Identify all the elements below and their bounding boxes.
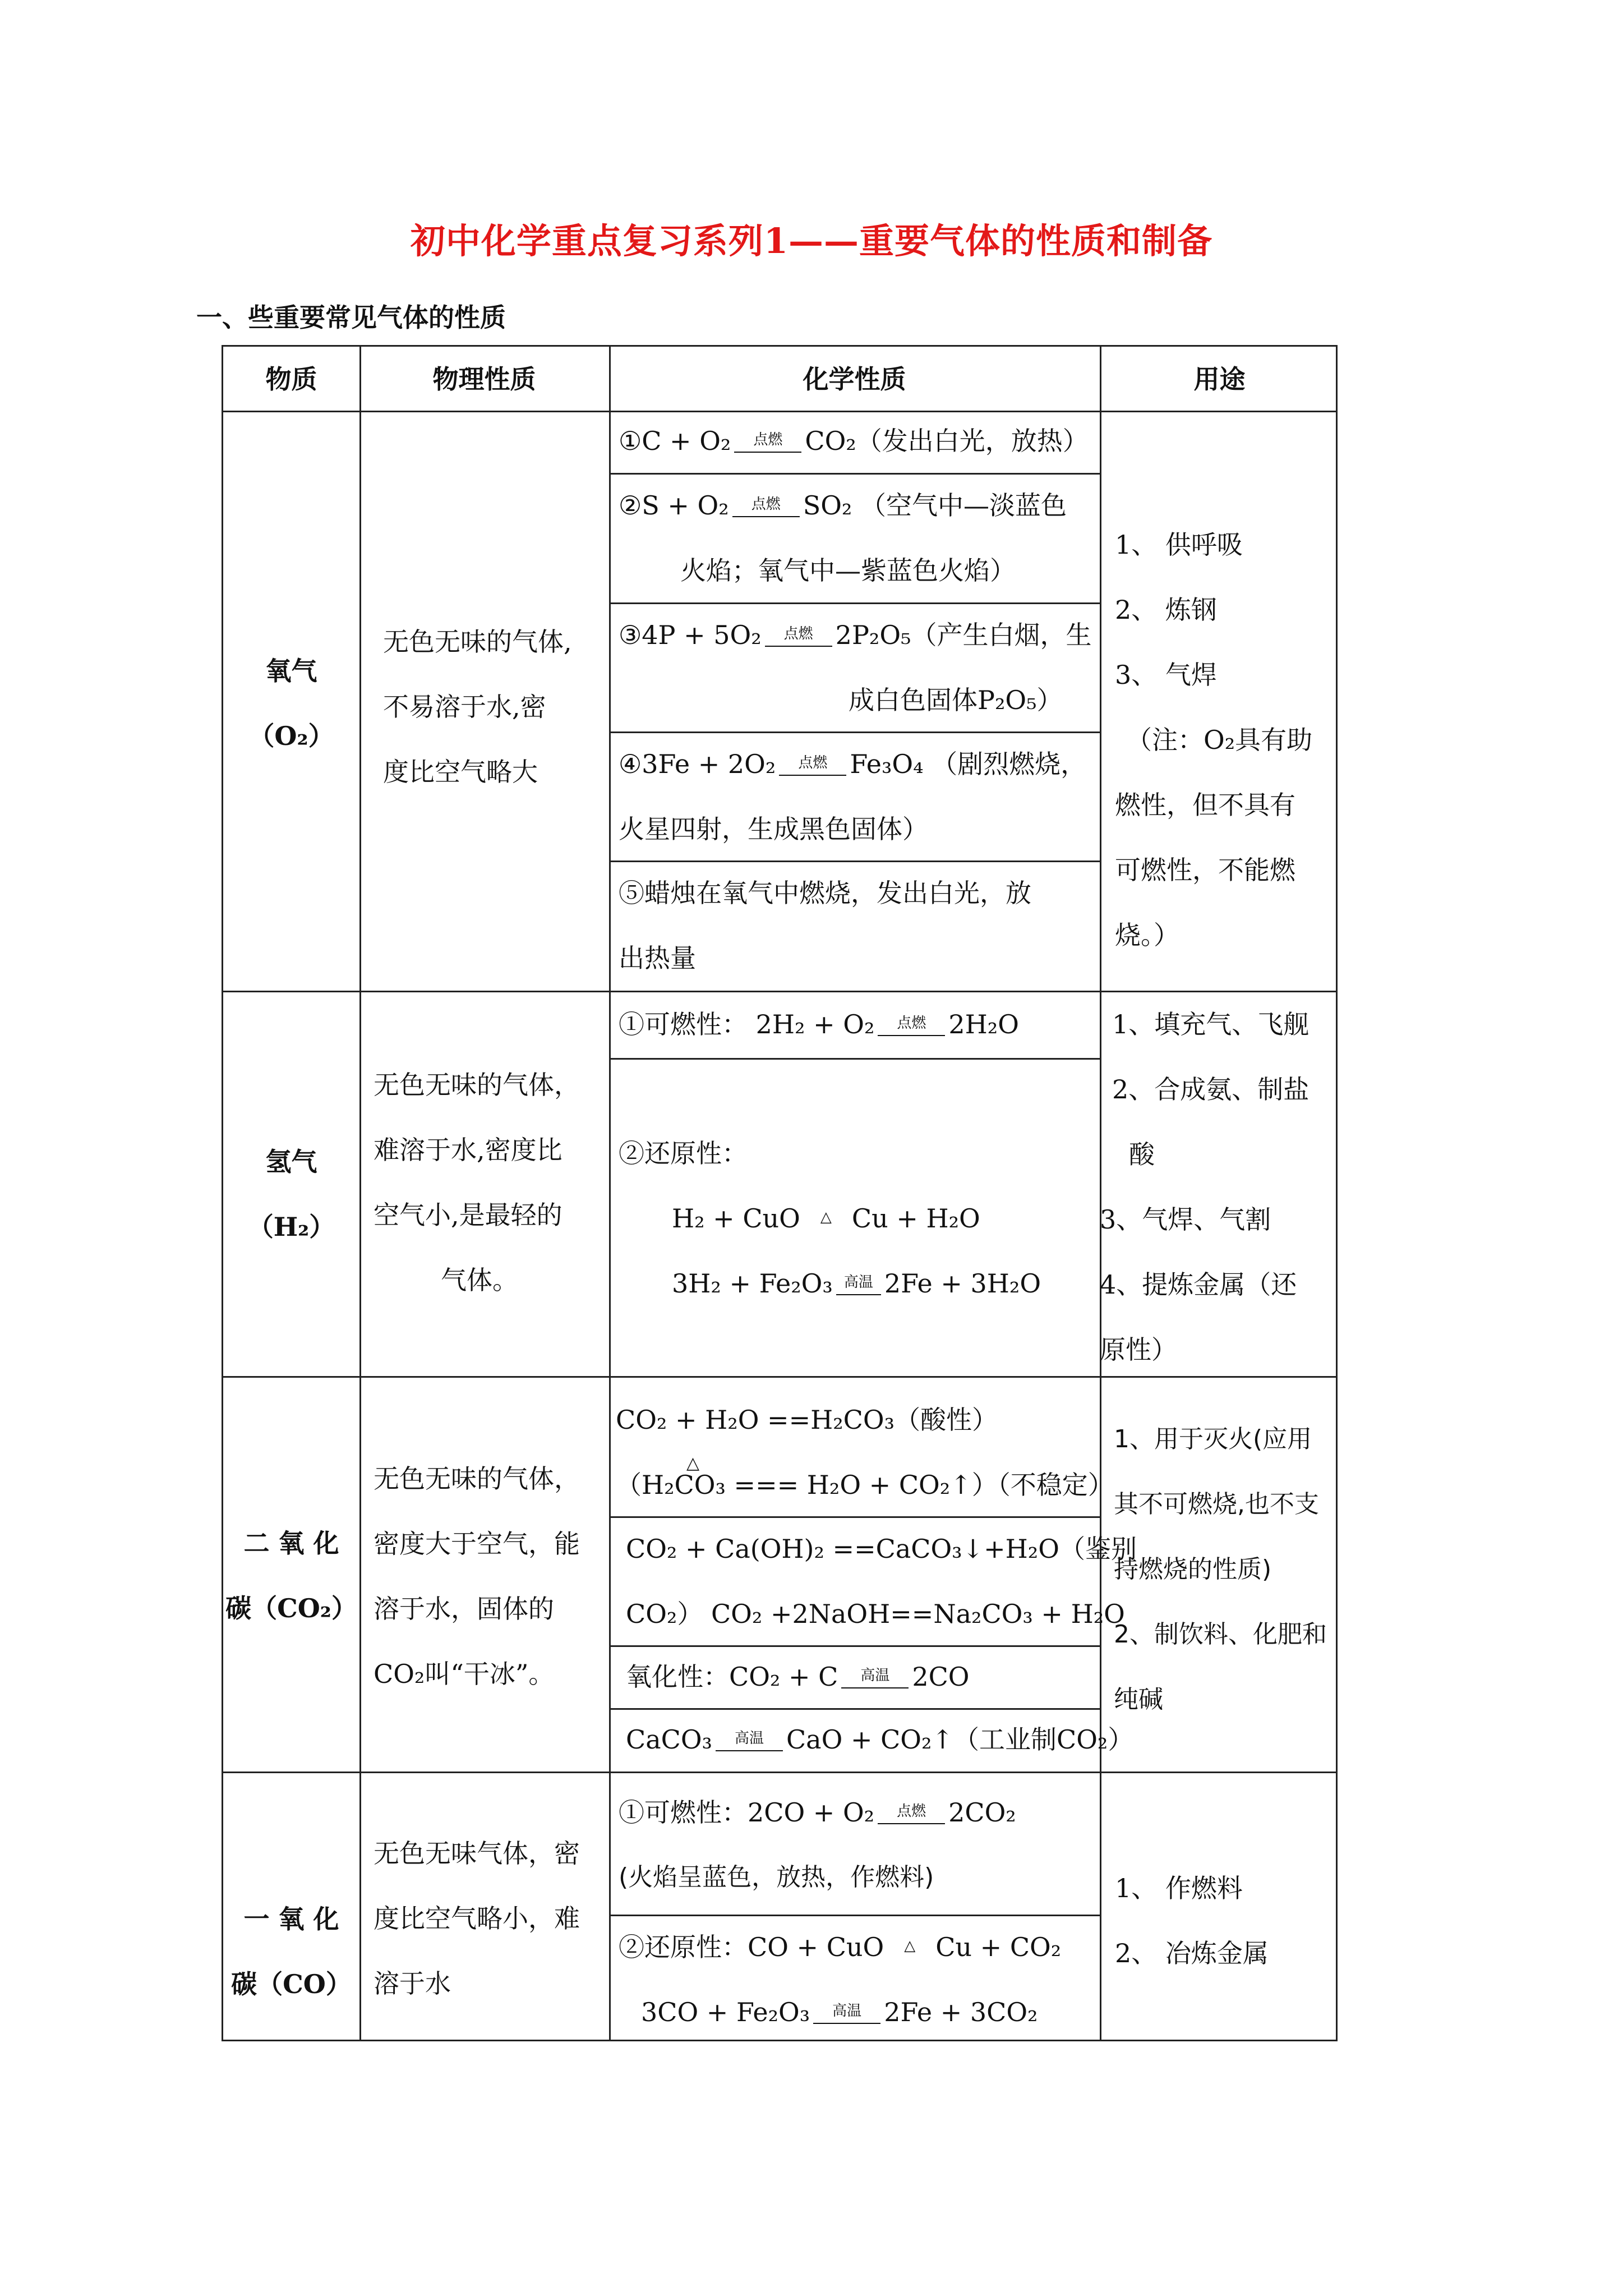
chem-text: 2H₂O: [948, 1009, 1019, 1039]
physical-line: 度比空气略大: [383, 757, 538, 787]
physical-line: CO₂叫“干冰”。: [374, 1659, 555, 1689]
substance-line: 氢气: [265, 1147, 317, 1177]
chem-text: （H₂CO₃ === H₂O + CO₂↑）（不稳定）: [616, 1470, 1114, 1500]
uses-line: 2、制饮料、化肥和: [1114, 1620, 1327, 1649]
physical-line: 密度大于空气，能: [374, 1529, 580, 1559]
chem-text: ①可燃性：2CO + O₂: [619, 1797, 875, 1828]
chem-text: ②还原性：: [619, 1138, 748, 1168]
reaction-condition: 点燃: [734, 432, 801, 453]
chem-text: Fe₃O₄ （剧烈燃烧，: [850, 749, 1087, 779]
section-heading: 一、些重要常见气体的性质: [196, 302, 506, 333]
chem-text: 成白色固体P₂O₅）: [849, 685, 1063, 715]
page-title: 初中化学重点复习系列1——重要气体的性质和制备: [410, 220, 1213, 261]
chem-o2-iron: [619, 731, 1086, 862]
physical-oxygen: [383, 609, 572, 804]
chem-text: 2CO₂: [948, 1797, 1016, 1828]
reaction-condition: 高温: [813, 2004, 880, 2024]
uses-line: 2、 炼钢: [1115, 595, 1217, 625]
chem-text: ④3Fe + 2O₂: [619, 749, 776, 779]
substance-co2: [223, 1511, 359, 1641]
substance-hydrogen: [223, 1129, 359, 1259]
physical-line: 无色无味的气体,: [383, 627, 572, 657]
chem-text: ②还原性：CO + CuO: [619, 1932, 884, 1962]
reaction-condition: 点燃: [732, 497, 800, 517]
chem-text: CO₂ + Ca(OH)₂ ==CaCO₃↓+H₂O（鉴别: [626, 1534, 1137, 1564]
chem-text: (火焰呈蓝色，放热，作燃料): [619, 1863, 934, 1892]
physical-line: 不易溶于水,密: [383, 692, 546, 722]
substance-line: 氧气: [265, 656, 317, 686]
chem-co-combustion: [619, 1780, 1016, 1910]
chem-co2-oxidizing: [626, 1645, 970, 1708]
physical-line: 难溶于水,密度比: [374, 1135, 562, 1165]
substance-line: 碳（CO）: [231, 1969, 352, 1999]
physical-co: [374, 1821, 580, 2016]
chem-text: Cu + H₂O: [851, 1203, 980, 1234]
reaction-condition: 点燃: [878, 1016, 945, 1036]
uses-line: 1、 作燃料: [1115, 1873, 1243, 1903]
uses-line: 1、用于灭火(应用: [1114, 1425, 1312, 1453]
substance-line: 二 氧 化: [243, 1528, 339, 1558]
chem-text: CO₂） CO₂ +2NaOH==Na₂CO₃ + H₂O: [626, 1599, 1125, 1629]
substance-line: 一 氧 化: [243, 1904, 339, 1934]
physical-line: 无色无味的气体，: [374, 1070, 580, 1100]
uses-line: 3、气焊、气割: [1100, 1204, 1271, 1235]
header-substance: 物质: [265, 364, 317, 394]
chem-text: 火星四射，生成黑色固体）: [619, 814, 928, 844]
reaction-condition: △: [820, 1209, 832, 1226]
uses-co2: [1114, 1407, 1327, 1732]
chem-text: ①C + O₂: [619, 426, 731, 456]
chem-text: CaCO₃: [626, 1724, 712, 1755]
uses-line: 2、合成氨、制盐: [1112, 1074, 1310, 1105]
uses-hydrogen: [1100, 992, 1310, 1382]
physical-line: 无色无味的气体，: [374, 1464, 580, 1494]
chem-co2-industrial: [626, 1708, 1133, 1771]
chem-text: Cu + CO₂: [935, 1932, 1062, 1962]
chem-text: 氧化性：CO₂ + C: [626, 1662, 838, 1692]
chem-text: 3H₂ + Fe₂O₃: [672, 1268, 833, 1299]
substance-oxygen: [223, 638, 359, 769]
uses-co: [1115, 1856, 1269, 1986]
chem-text: CO₂（发出白光，放热）: [805, 426, 1089, 456]
substance-line: （O₂）: [248, 721, 334, 751]
row-divider: [223, 1772, 1336, 1773]
substance-co: [223, 1887, 359, 2017]
uses-line: 3、 气焊: [1115, 660, 1217, 690]
uses-line: 酸: [1129, 1139, 1155, 1170]
chem-text: 3CO + Fe₂O₃: [641, 1997, 810, 2027]
uses-line: 4、提炼金属（还: [1100, 1269, 1297, 1300]
physical-line: 溶于水，固体的: [374, 1594, 554, 1624]
chem-text: ①可燃性： 2H₂ + O₂: [619, 1009, 875, 1039]
uses-line: 1、 供呼吸: [1115, 530, 1243, 560]
reaction-condition: △: [904, 1938, 916, 1954]
physical-line: 无色无味气体，密: [374, 1838, 580, 1869]
header-chemical: 化学性质: [803, 364, 906, 394]
chem-text: SO₂ （空气中—淡蓝色: [803, 490, 1067, 521]
physical-line: 度比空气略小，难: [374, 1903, 580, 1934]
uses-line: 2、 冶炼金属: [1115, 1938, 1269, 1968]
reaction-condition: 高温: [716, 1731, 783, 1751]
physical-hydrogen: [374, 1052, 580, 1313]
chem-co2-base: [626, 1516, 1137, 1646]
chem-text: 2Fe + 3CO₂: [884, 1997, 1038, 2027]
uses-oxygen: [1115, 512, 1312, 968]
uses-line: 持燃烧的性质): [1114, 1555, 1272, 1584]
uses-line: 纯碱: [1114, 1685, 1163, 1714]
sub-divider: [609, 1058, 1100, 1060]
chem-o2-candle: [619, 861, 1031, 991]
chem-h2-reduction: [619, 1121, 1041, 1316]
uses-line: 可燃性，不能燃: [1115, 855, 1295, 885]
reaction-condition: 高温: [841, 1668, 909, 1688]
physical-line: 气体。: [441, 1265, 518, 1295]
chem-text: ⑤蜡烛在氧气中燃烧，发出白光，放: [619, 878, 1031, 908]
chem-text: CO₂ + H₂O ==H₂CO₃（酸性）: [616, 1405, 998, 1435]
chem-o2-sulfur: [619, 473, 1067, 603]
physical-line: 溶于水: [374, 1968, 451, 1999]
chem-text: 2CO: [912, 1662, 970, 1692]
chem-text: H₂ + CuO: [672, 1203, 800, 1234]
substance-line: 碳（CO₂）: [225, 1593, 357, 1623]
header-physical: 物理性质: [432, 364, 536, 394]
chem-o2-carbon: [619, 408, 1089, 473]
chem-h2-combustion: [619, 992, 1019, 1057]
uses-line: 1、填充气、飞舰: [1112, 1009, 1310, 1039]
chem-co2-water: [616, 1387, 1114, 1517]
physical-line: 空气小,是最轻的: [374, 1200, 562, 1230]
reaction-condition: 点燃: [779, 756, 846, 776]
header-uses: 用途: [1193, 364, 1246, 394]
chem-text: CaO + CO₂↑（工业制CO₂）: [786, 1724, 1134, 1755]
uses-line: 烧。）: [1115, 920, 1179, 950]
chem-o2-phosphorus: [619, 602, 1091, 733]
reaction-condition: 点燃: [878, 1804, 945, 1824]
uses-line: 其不可燃烧,也不支: [1114, 1490, 1319, 1519]
column-divider: [359, 347, 361, 2040]
chem-text: ③4P + 5O₂: [619, 620, 762, 650]
heat-triangle-icon: △: [686, 1453, 700, 1473]
physical-co2: [374, 1446, 580, 1706]
reaction-condition: 点燃: [765, 627, 832, 647]
gas-properties-table: [222, 345, 1338, 2041]
chem-text: ②S + O₂: [619, 490, 729, 521]
chem-text: 2Fe + 3H₂O: [884, 1268, 1041, 1299]
uses-line: 燃性，但不具有: [1115, 790, 1295, 820]
chem-text: 火焰；氧气中—紫蓝色火焰）: [680, 555, 1016, 586]
reaction-condition: 高温: [836, 1275, 881, 1295]
chem-text: 出热量: [619, 943, 696, 973]
uses-line: （注：O₂具有助: [1126, 725, 1313, 755]
uses-line: 原性）: [1100, 1335, 1177, 1365]
substance-line: （H₂）: [247, 1212, 335, 1242]
chem-co-reduction: [619, 1915, 1061, 2045]
chem-text: 2P₂O₅（产生白烟，生: [835, 620, 1092, 650]
column-divider: [609, 347, 611, 2040]
